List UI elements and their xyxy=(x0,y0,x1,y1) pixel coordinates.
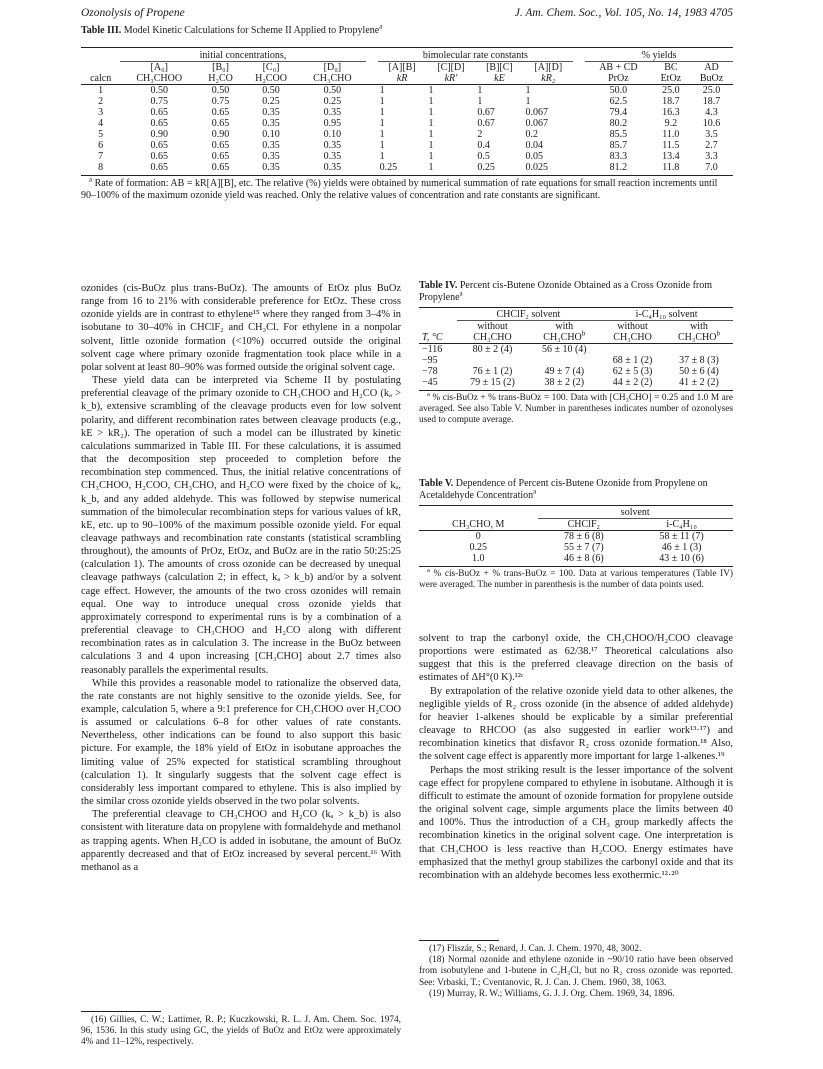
table-cell: 80.2 xyxy=(609,118,628,129)
table-v-footnote: $^a$ % cis-BuOz + % trans-BuOz = 100. Data at various temperatures (Table IV) were averaged. The number in parenthesis is the number of data points used. xyxy=(419,566,734,591)
table-cell: 2 xyxy=(477,129,483,140)
table-cell: 3 xyxy=(98,107,104,118)
table-cell: 18.7 xyxy=(702,96,721,107)
header-left: Ozonolysis of Propene xyxy=(81,7,185,19)
table-cell: 79.4 xyxy=(609,107,628,118)
table-cell: 44 ± 2 (2) xyxy=(612,377,653,388)
table-cell: 0.90 xyxy=(150,129,168,140)
table-cell: 7 xyxy=(98,151,104,162)
table-cell: 0.25 xyxy=(323,96,342,107)
cell-gap xyxy=(573,85,585,97)
col-head-top: AB + CD xyxy=(599,62,638,73)
table-cell: 0.65 xyxy=(150,118,168,129)
table-cell: 1 xyxy=(477,85,483,96)
cell-gap xyxy=(366,151,378,162)
table-cell: 1 xyxy=(428,151,434,162)
group-yield: % yields xyxy=(585,50,733,62)
table-cell: 0.35 xyxy=(323,107,342,118)
table-row xyxy=(81,118,733,129)
col-head-bottom: kR₂ xyxy=(541,73,556,84)
col-head-bottom: kR′ xyxy=(444,73,458,84)
footnote-item: (18) Normal ozonide and ethylene ozonide in ~90/10 ratio have been observed from isobutylene and 1-butene in C₂H₃Cl, but no R₂ cross ozonide was reported. See: Vrbaski, T.; Cventanovic, R. J. Can. J. Chem. 1960, 38, 1063. xyxy=(419,955,733,988)
cell-gap xyxy=(573,162,585,173)
paragraph: solvent to trap the carbonyl oxide, the CH₃CHOO/H₂COO cleavage proportions were estimated as 62/38.¹⁷ Theoretical calculations also suggest that this is the preferred cleavage direction on the basis of estimates of ΔH°(0 K).¹²ᶜ xyxy=(419,633,733,684)
table-iii xyxy=(81,22,733,202)
table-row xyxy=(81,140,733,151)
table-cell: 56 ± 10 (4) xyxy=(541,344,587,355)
table-row xyxy=(81,151,733,162)
col-head-top: [C₀] xyxy=(262,62,280,73)
table-cell: 0.05 xyxy=(525,151,543,162)
table-cell: 4 xyxy=(98,118,104,129)
col-head-bottom: CH₃CHOO xyxy=(136,73,183,84)
table-iv-caption: Table IV. Percent cis-Butene Ozonide Obtained as a Cross Ozonide from Propylene$^a$ xyxy=(419,280,713,303)
table-cell: 0.04 xyxy=(525,140,543,151)
table-cell: 0.25 xyxy=(477,162,495,173)
col-head-top: [A][B] xyxy=(388,62,416,73)
col-gap xyxy=(366,62,378,74)
table-cell: −78 xyxy=(422,366,438,377)
table-cell: 1 xyxy=(379,96,385,107)
table-cell: 62.5 xyxy=(609,96,628,107)
table-cell: 0.10 xyxy=(262,129,280,140)
table-cell: −45 xyxy=(422,377,438,388)
paragraph: By extrapolation of the relative ozonide yield data to other alkenes, the negligible yields of R₂ cross ozonide (in the absence of added aldehyde) for heavier 1-alkenes should be explicable by a similar preferential cleavage to RHCOO (as also suggested in earlier work¹³·¹⁷) and recombination kinetics that disfavor R₂ cross ozonide formation.¹⁸ Also, the solvent cage effect is apparently more important for large 1-alkenes.¹⁹ xyxy=(419,685,733,763)
table-cell: 0.35 xyxy=(262,140,280,151)
footnote-16: (16) Gillies, C. W.; Lattimer, R. P.; Kuczkowski, R. L. J. Am. Chem. Soc. 1974, 96, 1536. In this study using GC, the yields of BuOz and EtOz were approximately 4% and 11–12%, respectively. xyxy=(81,1015,401,1048)
table-cell: 0.25 xyxy=(262,96,280,107)
table-cell: 50.0 xyxy=(609,85,628,96)
col-head-bottom: kE xyxy=(494,73,505,84)
table-iii-caption: Table III. Model Kinetic Calculations for Scheme II Applied to Propylene$^a$ xyxy=(81,22,383,36)
col-head-bottom: PrOz xyxy=(608,73,629,84)
table-row xyxy=(419,531,733,543)
table-iii-footnote: $^a$ Rate of formation: AB = kR[A][B], etc. The relative (%) yields were obtained by numerical summation of rate equations for small reaction increments until 90–100% of the maximum ozonide yield was reached. Only the relative values of concentration and rate constants are significant. xyxy=(81,175,718,201)
table-cell: 0.65 xyxy=(150,107,168,118)
table-cell: 11.8 xyxy=(662,162,680,173)
table-cell: 37 ± 8 (3) xyxy=(679,355,719,366)
table-cell: 0.35 xyxy=(262,118,280,129)
table-cell: 0.10 xyxy=(323,129,342,140)
col-calcn: calcn xyxy=(90,73,112,84)
table-row xyxy=(81,162,733,173)
table-row xyxy=(419,366,733,377)
table-cell: 0.35 xyxy=(323,151,342,162)
table-cell: 43 ± 10 (6) xyxy=(659,553,704,564)
table-cell xyxy=(665,344,733,356)
table-cell: 1 xyxy=(428,107,434,118)
col-head-bottom: CH₃CHO xyxy=(313,73,352,84)
col-gap xyxy=(366,73,378,85)
table-row xyxy=(419,344,733,356)
cell-gap xyxy=(366,107,378,118)
col-head-bottom: H₂COO xyxy=(255,73,287,84)
table-v-caption: Table V. Dependence of Percent cis-Butene Ozonide from Propylene on Acetaldehyde Concentration$^a$ xyxy=(419,478,708,501)
table-cell: −116 xyxy=(422,344,443,355)
table-cell: 0.65 xyxy=(211,151,230,162)
col-head-top: [A][D] xyxy=(534,62,563,73)
table-cell: 1 xyxy=(477,96,483,107)
table-cell: 7.0 xyxy=(705,162,718,173)
table-cell: 2 xyxy=(98,96,104,107)
paragraph: The preferential cleavage to CH₃CHOO and H₂CO (kₐ > k_b) is also consistent with literature data on propylene with formaldehyde and methanol as trapping agents. When H₂CO is added in isobutane, the amount of BuOz apparently decreased and that of EtOz increased by several percent.¹⁶ With methanol as a xyxy=(81,809,401,873)
table-cell: 5 xyxy=(98,129,104,140)
table-cell: 0.35 xyxy=(323,162,342,173)
table-iii-grid xyxy=(81,50,733,173)
table-cell: 1 xyxy=(428,96,434,107)
table-cell: 0 xyxy=(475,531,481,542)
table-row xyxy=(81,129,733,140)
table-v xyxy=(419,478,733,591)
right-footnotes xyxy=(419,940,733,1000)
col-head-top: [B][C] xyxy=(486,62,513,73)
table-cell: 0.25 xyxy=(469,542,487,553)
table-iv xyxy=(419,280,733,427)
table-cell: 11.5 xyxy=(662,140,680,151)
table-cell: 3.3 xyxy=(705,151,718,162)
table-cell: 76 ± 1 (2) xyxy=(472,366,513,377)
table-cell: 13.4 xyxy=(662,151,680,162)
table-iv-footnote: $^a$ % cis-BuOz + % trans-BuOz = 100. Data with [CH₃CHO] = 0.25 and 1.0 M are averaged. See also Table V. Number in parentheses indicates number of ozonolyses used to compute average. xyxy=(419,390,733,426)
table-row xyxy=(419,355,733,366)
paragraph: These yield data can be interpreted via Scheme II by postulating preferential cleavage of the primary ozonide to CH₃CHOO and H₂CO (kₐ > k_b), extensive scrambling of the cleavage products even for low solvent polarity, and different recombination rates between cleavage products (e.g., kE > kR₂). The operation of such a model can be illustrated by kinetic calculations summarized in Table III. For these calculations, it is assumed that the decomposition step proceeded to completion before the recombination step commenced. Thus, the initial relative concentrations of CH₃CHOO, H₂COO, CH₃CHO, and H₂CO were fixed by the choice of kₐ, k_b, and any added aldehyde. This was followed by stepwise numerical summation of the bimolecular recombination steps for various values of kR, kE, etc. up to 90–100% of the maximum possible ozonide yield. For equal cleavage pathways and recombination rate constants (statistical scrambling throughout), the amounts of PrOz, EtOz, and BuOz are in the ratio 50:25:25 (calculation 1). The amounts of cross ozonide can be decreased by unequal cleavage pathways (calculation 2; in effect, kₐ > k_b) and/or by a solvent cage effect. However, the amounts of the two cross ozonides will remain equal. One way to introduce unequal cross ozonide yields that approximately correspond to experimental runs is by a combination of a preferential cleavage to CH₃CHOO and H₂CO along with different recombination rates as in calculation 3. The increase in the BuOz between calculations 3 and 4 upon increasing [CH₃CHO] about 2.7 times also reasonably parallels the experimental results. xyxy=(81,375,401,676)
table-cell: 1 xyxy=(428,162,434,173)
table-cell: 2.7 xyxy=(705,140,718,151)
cell-gap xyxy=(573,107,585,118)
footnote-item: (19) Murray, R. W.; Williams, G. J. J. Org. Chem. 1969, 34, 1896. xyxy=(429,988,675,999)
table-cell: 1 xyxy=(525,96,531,107)
table-cell: 85.5 xyxy=(609,129,628,140)
table-cell: 0.75 xyxy=(211,96,230,107)
table-cell: 0.65 xyxy=(150,140,168,151)
table-cell: 83.3 xyxy=(609,151,628,162)
table-cell: 0.35 xyxy=(262,107,280,118)
table-cell: 25.0 xyxy=(702,85,721,96)
table-cell: −95 xyxy=(422,355,438,366)
table-cell: 55 ± 7 (7) xyxy=(564,542,604,553)
table-row xyxy=(81,85,733,97)
table-cell: 3.5 xyxy=(705,129,718,140)
group-rate: bimolecular rate constants xyxy=(378,50,574,62)
table-cell: 41 ± 2 (2) xyxy=(679,377,719,388)
table-cell: 1 xyxy=(379,151,385,162)
table-cell: 9.2 xyxy=(664,118,678,129)
col-blank xyxy=(81,62,120,74)
table-cell: 0.067 xyxy=(525,107,548,118)
table-row xyxy=(419,553,733,564)
table-cell: 1 xyxy=(379,85,385,96)
table-cell: 68 ± 1 (2) xyxy=(612,355,653,366)
cell-gap xyxy=(366,162,378,173)
header-right: J. Am. Chem. Soc., Vol. 105, No. 14, 1983 4705 xyxy=(514,7,733,19)
table-cell: 1 xyxy=(428,85,434,96)
table-cell: 0.50 xyxy=(323,85,342,96)
table-cell: 0.65 xyxy=(211,118,230,129)
table-iv-grid: CHClF₂ solvent i-C₄H₁₀ solvent without with without with T, °C CH₃CHO CH₃CHO$^b$ CH₃CHO $CH_3CHO^b$ −116 80 ± 2 (4) 56 ± 10 (4) −95 68 ± 1 (2) 37 ± 8 (3) −78 76 ± 1 (2) 49 ± 7 (4) 62 ± 5 (3) 50 ± 6 (4) −45 79 ± 15 (2) 38 ± 2 (2) 44 ± 2 (2) 41 ± 2 (2) xyxy=(419,309,733,388)
table-cell: 0.95 xyxy=(323,118,342,129)
col-head-top: [B₀] xyxy=(212,62,229,73)
table-cell: 0.65 xyxy=(211,140,230,151)
table-cell: 4.3 xyxy=(705,107,718,118)
table-cell: 11.0 xyxy=(662,129,680,140)
table-cell: 0.4 xyxy=(477,140,490,151)
table-cell: 80 ± 2 (4) xyxy=(472,344,513,355)
table-cell: 0.5 xyxy=(477,151,490,162)
table-cell: 10.6 xyxy=(702,118,721,129)
table-cell: 58 ± 11 (7) xyxy=(659,531,704,542)
table-cell: 81.2 xyxy=(609,162,628,173)
table-cell xyxy=(457,355,529,366)
table-v-grid: solvent CH₃CHO, M CHClF₂ i-C₄H₁₀ 0 78 ± 6 (8) 58 ± 11 (7) 0.25 55 ± 7 (7) 46 ± 1 (3) 1.0 46 ± 8 (6) 43 ± 10 (6) xyxy=(419,507,733,564)
footnote-item: (17) Fliszár, S.; Renard, J. Can. J. Chem. 1970, 48, 3002. xyxy=(429,944,642,954)
table-cell: 1 xyxy=(379,118,385,129)
col-gap xyxy=(573,73,585,85)
table-cell: 1 xyxy=(379,129,385,140)
running-header xyxy=(81,7,733,19)
table-cell xyxy=(600,344,665,356)
cell-gap xyxy=(366,129,378,140)
table-cell: 0.50 xyxy=(262,85,280,96)
cell-gap xyxy=(573,96,585,107)
table-row xyxy=(419,377,733,388)
table-cell: 1.0 xyxy=(472,553,485,564)
table-cell: 16.3 xyxy=(662,107,680,118)
cell-gap xyxy=(573,151,585,162)
cell-gap xyxy=(366,96,378,107)
table-cell: 85.7 xyxy=(609,140,628,151)
right-column-text xyxy=(419,632,733,882)
table-cell: 0.65 xyxy=(211,162,230,173)
table-cell: 0.35 xyxy=(262,162,280,173)
table-cell: 8 xyxy=(98,162,104,173)
table-cell: 25.0 xyxy=(662,85,680,96)
table-cell: 46 ± 1 (3) xyxy=(661,542,702,553)
table-cell: 50 ± 6 (4) xyxy=(679,366,719,377)
table-cell: 18.7 xyxy=(662,96,680,107)
table-cell: 1 xyxy=(379,140,385,151)
table-cell: 0.90 xyxy=(211,129,230,140)
table-cell: 79 ± 15 (2) xyxy=(470,377,515,388)
table-cell: 1 xyxy=(525,85,531,96)
cell-gap xyxy=(573,129,585,140)
table-cell: 1 xyxy=(428,129,434,140)
table-cell: 0.50 xyxy=(211,85,230,96)
left-column-text xyxy=(81,282,401,874)
table-cell: 0.50 xyxy=(150,85,168,96)
cell-gap xyxy=(366,118,378,129)
table-cell: 78 ± 6 (8) xyxy=(564,531,604,542)
table-cell: 1 xyxy=(428,140,434,151)
cell-gap xyxy=(366,85,378,97)
table-row xyxy=(419,542,733,553)
col-head-bottom: BuOz xyxy=(699,73,724,84)
col-head-top: [C][D] xyxy=(437,62,465,73)
table-cell: 0.35 xyxy=(323,140,342,151)
table-cell: 6 xyxy=(98,140,104,151)
table-cell: 49 ± 7 (4) xyxy=(544,366,585,377)
left-footnote-area xyxy=(81,1011,401,1049)
table-cell: 0.25 xyxy=(379,162,398,173)
table-cell: 1 xyxy=(428,118,434,129)
table-row xyxy=(81,96,733,107)
table-cell: 0.65 xyxy=(211,107,230,118)
table-cell: 0.2 xyxy=(525,129,538,140)
paragraph: While this provides a reasonable model to rationalize the observed data, the rate constants are not highly sensitive to the ozonide yields. See, for example, calculation 5, where a 9:1 preference for CH₃CHOO over H₂COO is assumed or calculations 6–8 for other values of rate constants. Nevertheless, other indications can be found to also support this basic picture. For example, the 18% yield of EtOz in isobutane approaches the limiting value of 25% expected for statistical scrambling throughout (calculation 1). It singularly suggests that the solvent cage effect is considerably less important compared to ethylene. This is also implied by the similar cross ozonide yields observed in the two polar solvents. xyxy=(81,677,401,808)
table-cell: 46 ± 8 (6) xyxy=(564,553,604,564)
table-cell: 0.35 xyxy=(262,151,280,162)
table-cell: 1 xyxy=(379,107,385,118)
table-cell: 0.067 xyxy=(525,118,548,129)
cell-gap xyxy=(366,140,378,151)
table-cell: 1 xyxy=(98,85,104,96)
table-row xyxy=(81,107,733,118)
col-head-top: BC xyxy=(664,62,678,73)
col-gap xyxy=(573,62,585,74)
table-cell: 0.67 xyxy=(477,118,495,129)
table-cell: 0.65 xyxy=(150,151,168,162)
table-cell: 0.67 xyxy=(477,107,495,118)
table-cell: 0.65 xyxy=(150,162,168,173)
table-cell: 38 ± 2 (2) xyxy=(544,377,585,388)
table-cell: 62 ± 5 (3) xyxy=(612,366,653,377)
table-cell xyxy=(528,355,600,366)
cell-gap xyxy=(573,140,585,151)
col-head-bottom: kR xyxy=(396,73,408,84)
cell-gap xyxy=(573,118,585,129)
table-cell: 0.025 xyxy=(525,162,548,173)
col-head-top: AD xyxy=(704,62,719,73)
paragraph: Perhaps the most striking result is the lesser importance of the solvent cage effect for propylene compared to ethylene in isobutane. Although it is difficult to estimate the amount of ozonide formation for propylene outside the original solvent cage, simple arguments place the limits between 40 and 100%. Thus the introduction of a CH₃ group markedly affects the recombination kinetics in the original solvent cage. One interpretation is that CH₃CHOO is less reactive than H₂COO. Energy estimates have emphasized that the methyl group stabilizes the carbonyl oxide and that its recombination with an aldehyde becomes less exothermic.¹²·²⁰ xyxy=(419,764,733,881)
col-head-bottom: H₂CO xyxy=(208,73,233,84)
col-head-top: [A₀] xyxy=(150,62,168,73)
col-head-top: [D₀] xyxy=(323,62,342,73)
paragraph: ozonides (cis-BuOz plus trans-BuOz). The amounts of EtOz plus BuOz range from 16 to 21% with considerable preference for EtOz. These cross ozonide yields are in contrast to ethylene¹⁵ where they ranged from 3–4% in isobutane to 30–40% in CHClF₂ and CH₃Cl. For ethylene in a nonpolar solvent, little ozonide formation (<10%) occurred outside the original solvent cage where primary ozonide fragmentation took place while in a polar solvent at least 80–90% was formed outside the original solvent cage. xyxy=(81,283,401,373)
col-head-bottom: EtOz xyxy=(660,73,682,84)
group-initial: initial concentrations, xyxy=(120,50,365,62)
table-cell: 0.75 xyxy=(150,96,168,107)
